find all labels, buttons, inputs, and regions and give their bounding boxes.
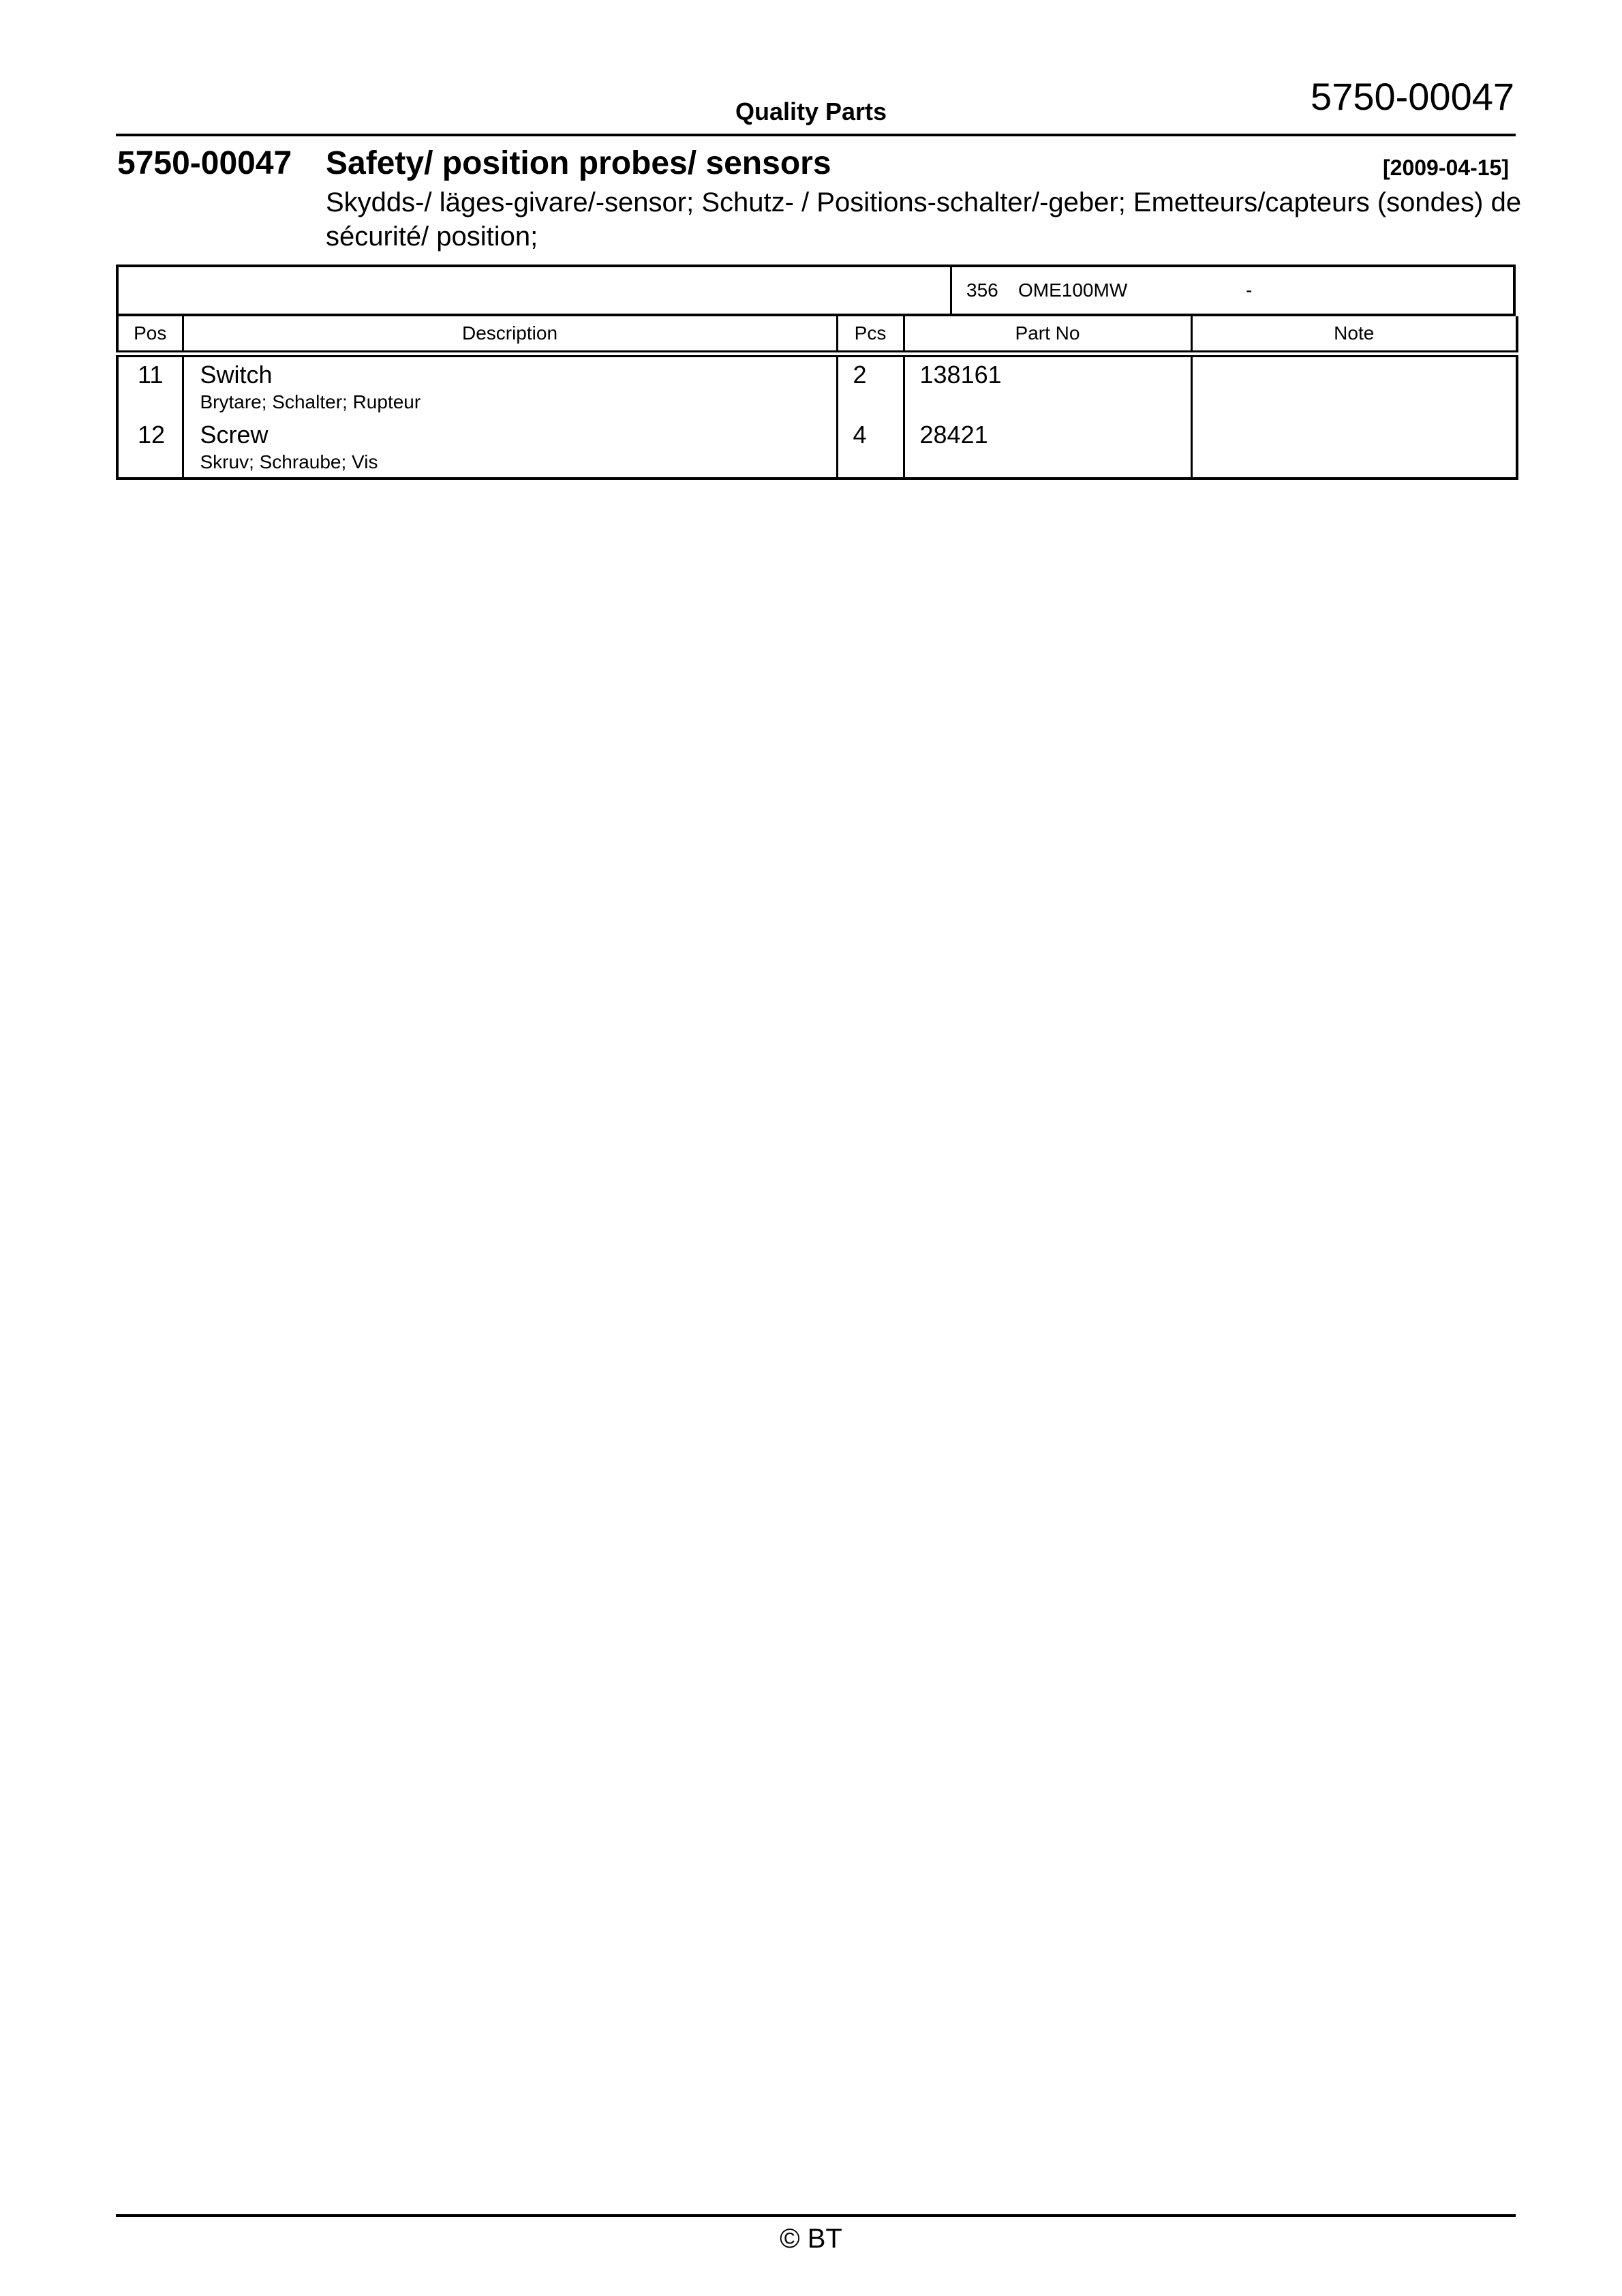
footer-divider [116, 2214, 1516, 2217]
column-header-note: Note [1191, 316, 1517, 354]
description-value: Screw [200, 421, 269, 449]
description-translations: Brytare; Schalter; Rupteur [200, 391, 421, 412]
document-date: [2009-04-15] [1383, 155, 1509, 180]
column-header-part-no: Part No [904, 316, 1191, 354]
cell-part-no [904, 417, 1191, 479]
cell-description [183, 417, 837, 479]
cell-note [1191, 417, 1517, 479]
column-header-pos: Pos [117, 316, 183, 354]
model-box-divider [950, 267, 952, 314]
header-divider [116, 134, 1516, 136]
cell-description [183, 354, 837, 417]
footer-copyright: © BT [780, 2224, 842, 2254]
cell-part-no [904, 354, 1191, 417]
cell-note [1191, 354, 1517, 417]
model-box [116, 265, 1516, 316]
pcs-value: 4 [853, 421, 867, 449]
part-no-value: 138161 [919, 361, 1002, 389]
document-id: 5750-00047 [117, 145, 292, 181]
column-header-pcs: Pcs [837, 316, 904, 354]
table-row [117, 417, 1517, 479]
cell-pcs [837, 417, 904, 479]
model-name: OME100MW [1018, 280, 1128, 301]
cell-pos [117, 417, 183, 479]
part-no-value: 28421 [919, 421, 988, 449]
cell-pos [117, 354, 183, 417]
parts-table [116, 316, 1518, 480]
model-code: 356 [966, 280, 998, 301]
table-row [117, 354, 1517, 417]
description-translations: Skruv; Schraube; Vis [200, 451, 378, 472]
document-title: Safety/ position probes/ sensors [326, 145, 831, 181]
pos-value: 11 [138, 361, 164, 389]
column-header-description: Description [183, 316, 837, 354]
document-subtitle: Skydds-/ läges-givare/-sensor; Schutz- / Positions-schalter/-geber; Emetteurs/capteurs (sondes) de sécurité/ position; [326, 187, 1522, 252]
cell-pcs [837, 354, 904, 417]
header-doc-number: 5750-00047 [1311, 75, 1514, 118]
model-serial: - [1246, 280, 1253, 301]
table-header-row [117, 316, 1517, 354]
pcs-value: 2 [853, 361, 867, 389]
header-title: Quality Parts [735, 97, 887, 125]
description-value: Switch [200, 361, 273, 389]
pos-value: 12 [138, 421, 166, 449]
